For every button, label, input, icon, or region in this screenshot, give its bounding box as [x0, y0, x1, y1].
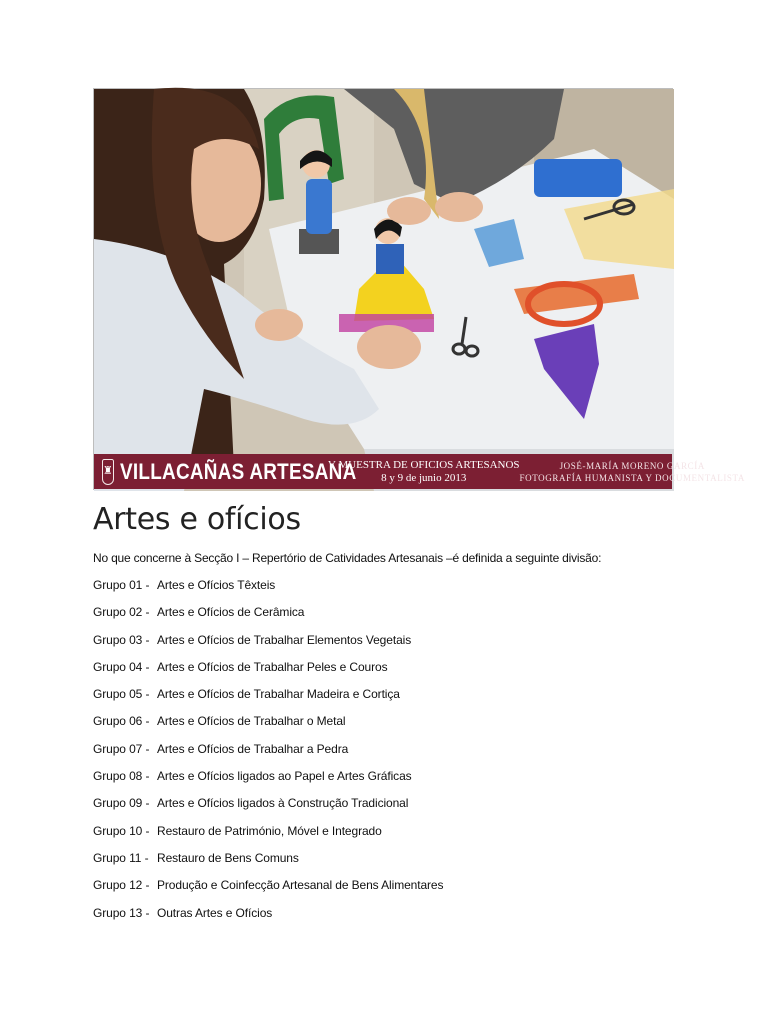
group-code: Grupo 13 -: [93, 905, 150, 920]
photo-banner: [94, 454, 746, 489]
group-name: Artes e Ofícios ligados à Construção Tradicional: [157, 796, 409, 811]
banner-event-line1: V MUESTRA DE OFICIOS ARTESANOS: [327, 458, 520, 471]
banner-author: [520, 460, 745, 484]
group-name: Artes e Ofícios de Trabalhar o Metal: [157, 714, 346, 729]
group-code: Grupo 01 -: [93, 578, 150, 592]
photo-illustration: [94, 89, 674, 491]
list-item: [93, 878, 443, 905]
banner-event-line2: 8 y 9 de junio 2013: [381, 471, 467, 484]
list-item: [93, 824, 443, 851]
list-item: [93, 714, 443, 741]
group-name: Restauro de Património, Móvel e Integrado: [157, 823, 382, 838]
group-code: Grupo 07 -: [93, 741, 150, 756]
list-item: [93, 605, 443, 632]
group-list: [93, 578, 443, 933]
group-code: Grupo 11 -: [93, 850, 149, 865]
group-name: Artes e Ofícios ligados ao Papel e Artes Gráficas: [157, 769, 412, 784]
group-name: Restauro de Bens Comuns: [157, 850, 299, 865]
group-name: Artes e Ofícios de Trabalhar Elementos Vegetais: [157, 632, 412, 647]
group-code: Grupo 06 -: [93, 714, 150, 729]
craft-photo: [93, 88, 746, 490]
group-code: Grupo 04 -: [93, 659, 150, 674]
banner-author-line2: FOTOGRAFÍA HUMANISTA Y DOCUMENTALISTA: [519, 472, 746, 483]
group-code: Grupo 05 -: [93, 687, 150, 702]
group-code: Grupo 08 -: [93, 769, 150, 784]
group-name: Artes e Ofícios de Trabalhar Peles e Couros: [157, 659, 388, 674]
list-item: [93, 851, 443, 878]
banner-author-line1: JOSÉ-MARÍA MORENO GARCÍA: [559, 460, 705, 471]
group-code: Grupo 10 -: [93, 823, 150, 838]
group-name: Artes e Ofícios Têxteis: [157, 578, 276, 592]
banner-brand: VILLACAÑAS ARTESANA: [119, 458, 357, 484]
list-item: [93, 578, 443, 605]
list-item: [93, 633, 443, 660]
group-code: Grupo 09 -: [93, 796, 150, 811]
intro-paragraph: No que concerne à Secção I – Repertório de Catividades Artesanais –é definida a seguinte divisão:: [93, 551, 602, 565]
page-title: Artes e ofícios: [93, 502, 301, 537]
banner-event: [328, 459, 520, 485]
list-item: [93, 906, 443, 933]
list-item: [93, 742, 443, 769]
group-name: Outras Artes e Ofícios: [157, 905, 273, 920]
crest-icon: ♜: [102, 459, 114, 485]
group-code: Grupo 03 -: [93, 632, 150, 647]
group-code: Grupo 02 -: [93, 605, 150, 620]
group-name: Artes e Ofícios de Trabalhar a Pedra: [157, 741, 349, 756]
list-item: [93, 796, 443, 823]
list-item: [93, 687, 443, 714]
group-name: Artes e Ofícios de Cerâmica: [157, 605, 305, 620]
group-code: Grupo 12 -: [93, 878, 150, 893]
list-item: [93, 769, 443, 796]
group-name: Produção e Coinfecção Artesanal de Bens Alimentares: [157, 878, 444, 893]
list-item: [93, 660, 443, 687]
group-name: Artes e Ofícios de Trabalhar Madeira e Cortiça: [157, 687, 400, 702]
